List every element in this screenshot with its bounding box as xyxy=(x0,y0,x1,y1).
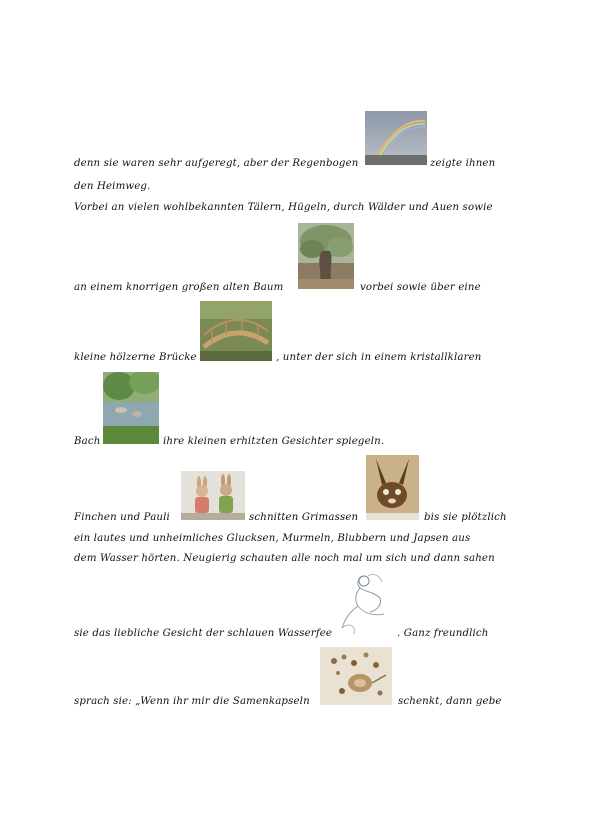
story-line: , unter der sich in einem kristallklaren xyxy=(276,352,482,363)
bridge-image xyxy=(200,301,272,361)
story-line: den Heimweg. xyxy=(74,181,151,192)
story-line: bis sie plötzlich xyxy=(424,512,507,523)
story-line: vorbei sowie über eine xyxy=(360,282,481,293)
water-fairy-image xyxy=(334,570,394,636)
story-line: denn sie waren sehr aufgeregt, aber der Regenbogen xyxy=(74,158,359,169)
story-line: dem Wasser hörten. Neugierig schauten alle noch mal um sich und dann sahen xyxy=(74,553,495,564)
story-line: ein lautes und unheimliches Glucksen, Murmeln, Blubbern und Japsen aus xyxy=(74,533,471,544)
story-line: Bach xyxy=(74,436,101,447)
story-line: zeigte ihnen xyxy=(430,158,496,169)
story-line: kleine hölzerne Brücke xyxy=(74,352,197,363)
tree-image xyxy=(298,223,354,289)
story-line: sie das liebliche Gesicht der schlauen Wasserfee xyxy=(74,628,333,639)
story-line: schnitten Grimassen xyxy=(249,512,359,523)
story-line: schenkt, dann gebe xyxy=(398,696,502,707)
rainbow-image xyxy=(365,111,427,165)
story-line: an einem knorrigen großen alten Baum xyxy=(74,282,284,293)
story-line: Vorbei an vielen wohlbekannten Tälern, Hügeln, durch Wälder und Auen sowie xyxy=(74,202,493,213)
story-line: sprach sie: „Wenn ihr mir die Samenkapseln xyxy=(74,696,310,707)
rabbit-face-image xyxy=(366,455,419,520)
rabbit-dolls-image xyxy=(181,471,245,520)
story-line: Finchen und Pauli xyxy=(74,512,170,523)
story-line: . Ganz freundlich xyxy=(397,628,489,639)
brook-image xyxy=(103,372,159,444)
story-line: ihre kleinen erhitzten Gesichter spiegeln. xyxy=(163,436,385,447)
seed-capsules-image xyxy=(320,647,392,705)
